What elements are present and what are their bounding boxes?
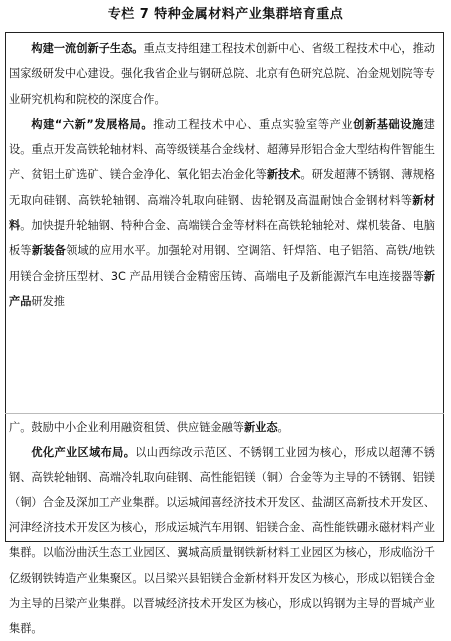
heading-innovation-ecosystem: 构建一流创新子生态。 xyxy=(31,42,144,55)
paragraph-six-new-continued xyxy=(9,415,435,440)
heading-regional-layout: 优化产业区域布局。 xyxy=(31,446,136,460)
text-six-new-2: 建设。重点开发高铁轮轴材料、高等级镁基合金线材、超薄异形铝合金大型结构件智能生产、贫铝土矿选矿、镁合金净化、氧化铝去冶金化等 xyxy=(9,117,435,182)
keyword-new-technology: 新技术 xyxy=(266,168,301,182)
text-six-new-8: 。 xyxy=(277,421,289,434)
page-break-divider xyxy=(5,413,444,414)
content-top xyxy=(9,36,435,416)
text-six-new-7: 广。鼓励中小企业利用融资租赁、供应链金融等 xyxy=(9,421,244,434)
paragraph-six-new-pattern xyxy=(9,112,435,314)
text-six-new-5: 领域的应用水平。加强轮对用钢、空调箔、钎焊箔、电子铝箔、高铁/地铁用镁合金挤压型材、3C 产品用镁合金精密压铸、高端电子及新能源汽车电连接器等 xyxy=(9,244,435,283)
paragraph-innovation-ecosystem xyxy=(9,36,435,112)
text-six-new-3: 。研发超薄不锈钢、薄规格无取向硅钢、高铁轮轴钢、高端冷轧取向硅钢、齿轮钢及高温耐蚀合金钢材料等 xyxy=(9,168,435,207)
keyword-innovation-infrastructure: 创新基础设施 xyxy=(353,117,424,131)
keyword-new-business-forms: 新业态 xyxy=(243,421,278,434)
column-title: 专栏 7 特种金属材料产业集群培育重点 xyxy=(107,7,344,22)
paragraph-regional-layout xyxy=(9,440,435,641)
text-regional-layout: 以山西综改示范区、不锈钢工业园为核心，形成以超薄不锈钢、高铁轮轴钢、高端冷轧取向硅钢、高性能铝镁（铜）合金等为主导的不锈钢、铝镁（铜）合金及深加工产业集群。以运城闻喜经济技术开发区、盐湖区高新技术开发区、河津经济技术开发区为核心，形成运城汽车用钢、铝镁合金、高性能铁硼永磁材料产业集群。以临汾曲沃生态工业园区、翼城高质量钢铁新材料工业园区为核心，形成临汾千亿级钢铁铸造产业集聚区。以吕梁兴县铝镁合金新材料开发区为核心，形成以铝镁合金为主导的吕梁产业集群。以晋城经济技术开发区为核心，形成以钨钢为主导的晋城产业集群。 xyxy=(9,446,435,635)
content-bottom xyxy=(9,415,435,635)
text-six-new-4: 。加快提升轮轴钢、特种合金、高端镁合金等材料在高铁轮轴轮对、煤机装备、电脑板等 xyxy=(9,219,435,258)
text-innovation-ecosystem: 重点支持组建工程技术创新中心、省级工程技术中心，推动国家级研发中心建设。强化我省企业与钢研总院、北京有色研究总院、冶金规划院等专业研究机构和院校的深度合作。 xyxy=(9,42,435,106)
keyword-new-products: 新产品 xyxy=(9,269,435,308)
text-six-new-1: 推动工程技术中心、重点实验室等产业 xyxy=(153,117,354,131)
keyword-new-equipment: 新装备 xyxy=(31,244,67,258)
text-six-new-6: 研发推 xyxy=(31,294,65,308)
heading-six-new-pattern: 构建“六新”发展格局。 xyxy=(31,117,154,131)
keyword-new-materials: 新材料 xyxy=(9,193,435,233)
